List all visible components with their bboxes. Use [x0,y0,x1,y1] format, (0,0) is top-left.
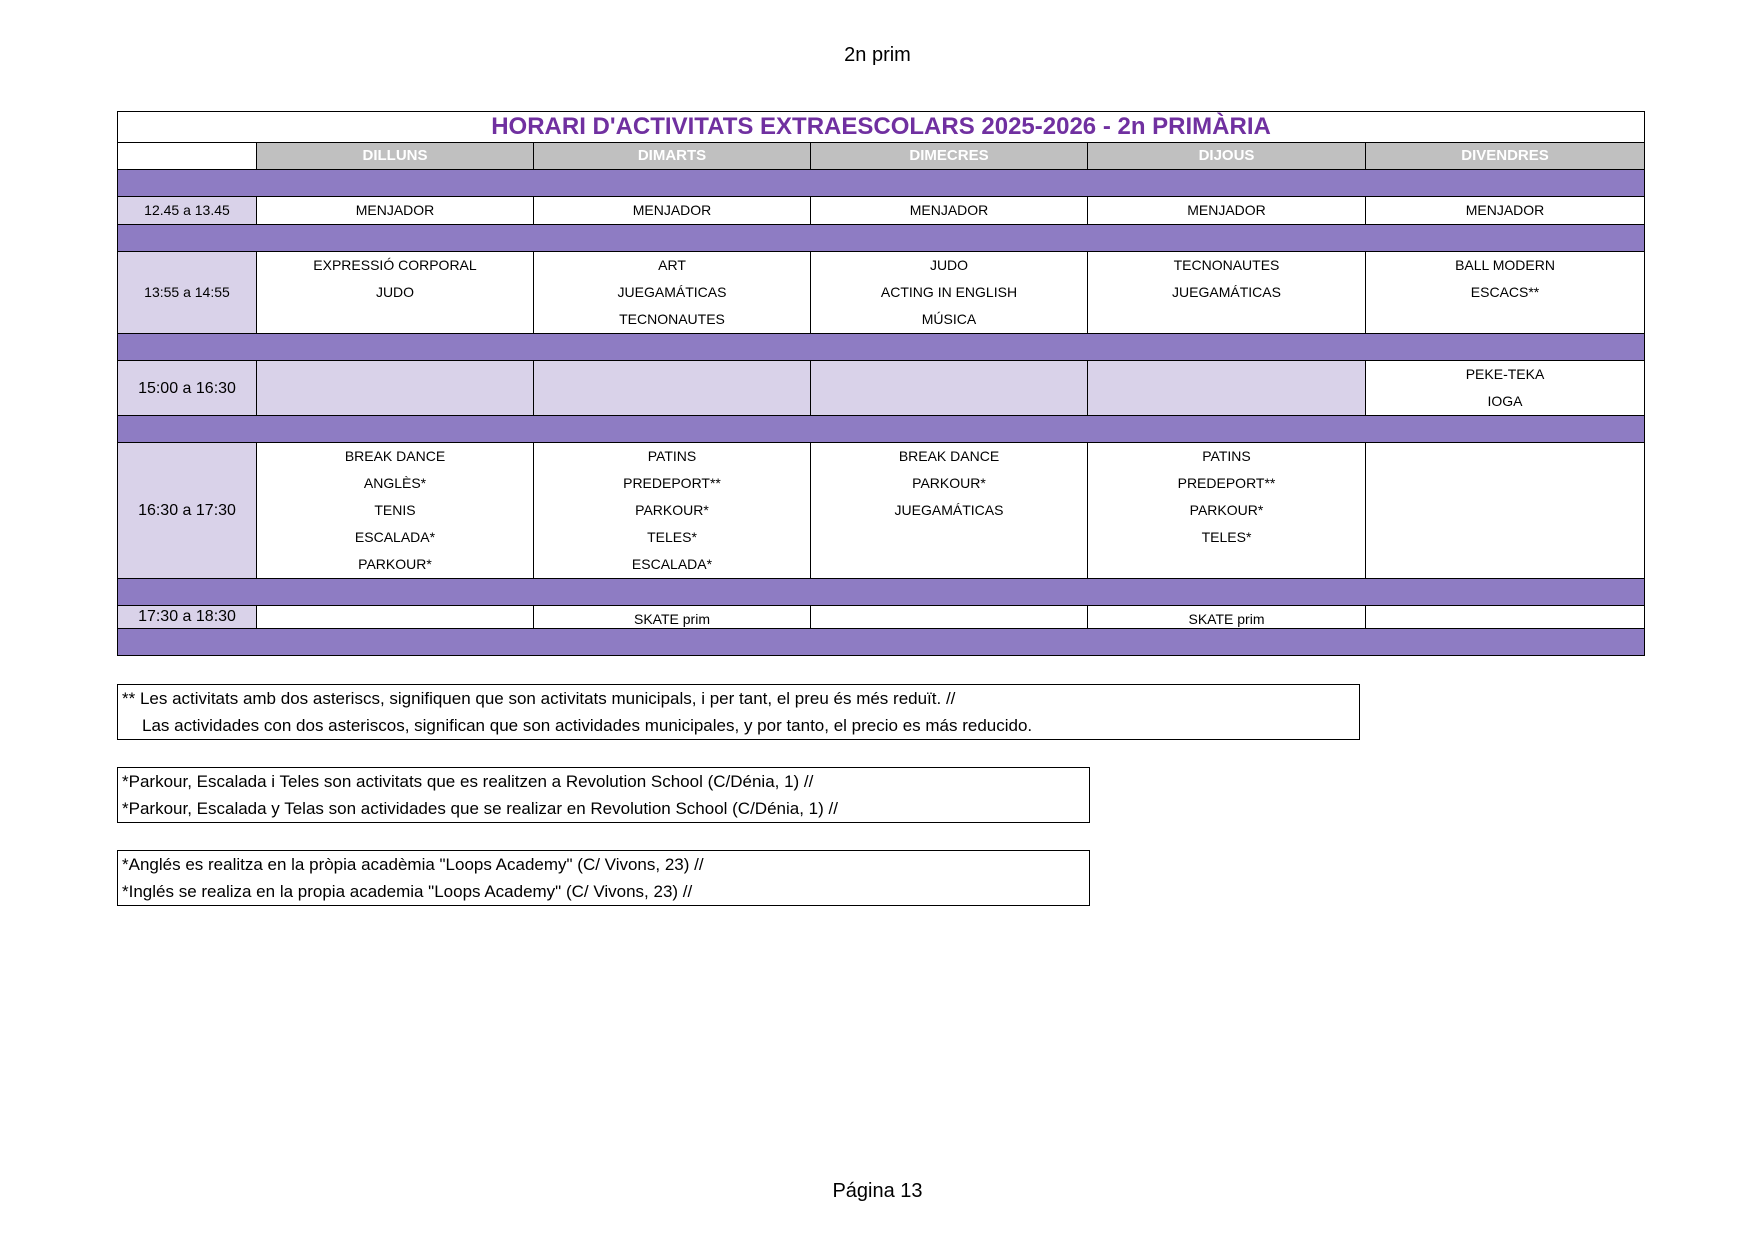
separator-row [118,334,1645,361]
activity-cell [257,197,534,225]
activity-cell [257,361,534,416]
schedule-title: HORARI D'ACTIVITATS EXTRAESCOLARS 2025-2026 - 2n PRIMÀRIA [118,112,1645,143]
activity-cell [1366,197,1645,225]
time-slot: 15:00 a 16:30 [118,361,257,416]
activity-cell [534,606,811,629]
activity: TECNONAUTES [1173,257,1280,273]
activity: MENJADOR [355,202,435,218]
activity-cell [811,197,1088,225]
activity-cell [534,443,811,579]
activity: PEKE-TEKA [1465,366,1545,382]
activity: PREDEPORT** [1177,475,1276,491]
schedule-table [117,111,1645,656]
activity: JUEGAMÁTICAS [894,502,1004,518]
separator-row [118,170,1645,197]
activity: MENJADOR [1465,202,1545,218]
activity: SKATE prim [634,611,710,627]
activity-cell [1088,606,1366,629]
activity: PARKOUR* [358,556,432,572]
note-line: ** Les activitats amb dos asteriscs, signifiquen que son activitats municipals, i per tant, el preu és més reduït. // [122,689,956,708]
activity: JUDO [929,257,969,273]
activity-cell [811,606,1088,629]
activity: PATINS [1202,448,1251,464]
note-line: *Anglés es realitza en la pròpia acadèmia "Loops Academy" (C/ Vivons, 23) // [122,855,704,874]
separator-row [118,629,1645,656]
activity: ACTING IN ENGLISH [880,284,1018,300]
activity: BALL MODERN [1455,257,1555,273]
time-slot: 17:30 a 18:30 [118,606,257,629]
activity-cell [1088,197,1366,225]
day-header: DIMECRES [811,143,1088,170]
activity: TELES* [647,529,697,545]
activity-cell [1088,252,1366,334]
activity: JUDO [375,284,415,300]
activity: ESCALADA* [354,529,436,545]
activity-cell [534,197,811,225]
day-header: DILLUNS [257,143,534,170]
activity-cell [811,443,1088,579]
activity-cell [1366,606,1645,629]
activity: TECNONAUTES [619,311,725,327]
activity: PATINS [647,448,697,464]
activity: MENJADOR [909,202,989,218]
note-municipal [117,684,1360,740]
activity-cell [534,252,811,334]
activity: MENJADOR [632,202,712,218]
note-line: *Parkour, Escalada y Telas son actividades que se realizar en Revolution School (C/Dénia, 1) // [122,799,838,818]
activity: ESCALADA* [631,556,713,572]
activity-cell [257,606,534,629]
corner-cell [118,143,257,170]
activity: BREAK DANCE [344,448,446,464]
activity-cell [534,361,811,416]
note-loops-academy [117,850,1090,906]
activity: MÚSICA [921,311,977,327]
activity-cell [257,443,534,579]
activity: TENIS [374,502,416,518]
activity: PARKOUR* [635,502,709,518]
activity-cell [1088,443,1366,579]
activity: PARKOUR* [1189,502,1264,518]
activity: SKATE prim [1188,611,1265,627]
time-slot: 12.45 a 13.45 [118,197,257,225]
activity: JUEGAMÁTICAS [1172,284,1281,300]
activity-cell [1366,252,1645,334]
activity: EXPRESSIÓ CORPORAL [313,257,477,273]
note-revolution-school [117,767,1090,823]
activity: JUEGAMÁTICAS [617,284,727,300]
separator-row [118,225,1645,252]
separator-row [118,416,1645,443]
note-line: *Inglés se realiza en la propia academia "Loops Academy" (C/ Vivons, 23) // [122,882,693,901]
activity: ANGLÈS* [363,475,427,491]
page-footer: Página 13 [832,1180,923,1202]
schedule-row [118,197,1645,225]
activity-cell [811,252,1088,334]
activity-cell [1088,361,1366,416]
activity: ART [658,257,686,273]
activity-cell [811,361,1088,416]
activity: BREAK DANCE [898,448,1000,464]
schedule-row [118,252,1645,334]
day-header: DIMARTS [534,143,811,170]
schedule-row [118,361,1645,416]
day-header: DIVENDRES [1366,143,1645,170]
activity: TELES* [1201,529,1252,545]
activity: ESCACS** [1470,284,1540,300]
activity: MENJADOR [1187,202,1266,218]
separator-row [118,579,1645,606]
schedule-row [118,606,1645,629]
page-header: 2n prim [844,44,911,66]
activity-cell [257,252,534,334]
time-slot: 16:30 a 17:30 [118,443,257,579]
activity-cell [1366,361,1645,416]
note-line: *Parkour, Escalada i Teles son activitats que es realitzen a Revolution School (C/Dénia, 1) // [122,772,814,791]
activity: IOGA [1487,393,1523,409]
schedule-row [118,443,1645,579]
activity: PREDEPORT** [623,475,721,491]
activity: PARKOUR* [912,475,986,491]
note-line: Las actividades con dos asteriscos, significan que son actividades municipales, y por tanto, el precio es más reducido. [142,716,1033,735]
time-slot: 13:55 a 14:55 [118,252,257,334]
activity-cell [1366,443,1645,579]
day-header: DIJOUS [1088,143,1366,170]
